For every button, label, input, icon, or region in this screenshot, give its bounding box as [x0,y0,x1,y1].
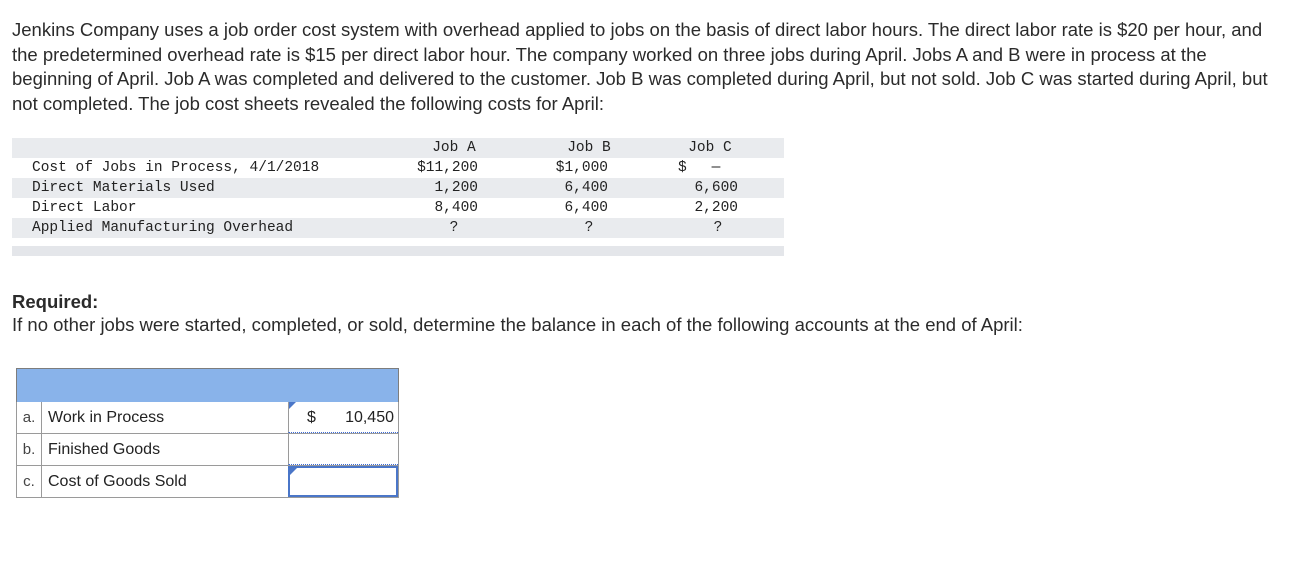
account-label: Work in Process [48,409,165,426]
account-label: Finished Goods [48,441,161,458]
dollar-sign: $ [307,409,316,426]
cell-job-b: $1,000 [555,160,608,176]
work-in-process-input[interactable] [288,402,398,433]
finished-goods-input[interactable] [288,434,398,465]
row-label: Direct Labor [32,200,137,216]
header-job-a: Job A [432,140,476,156]
row-letter: a. [17,402,42,433]
answer-row-cost-of-goods-sold [16,466,399,498]
cell-job-a: 8,400 [434,200,478,216]
cell-job-a: 1,200 [434,180,478,196]
row-letter: b. [17,434,42,465]
answer-table [16,368,400,500]
cell-flag-icon [290,468,297,475]
cell-job-c: 6,600 [694,180,738,196]
cell-flag-icon [289,402,296,409]
row-label: Cost of Jobs in Process, 4/1/2018 [32,160,320,176]
cell-job-b: 6,400 [564,200,608,216]
cost-of-goods-sold-input[interactable] [288,466,398,497]
answer-row-finished-goods [16,434,399,466]
cell-job-c-dollar: $ [678,160,687,176]
answer-table-header [16,368,399,403]
cell-job-c: ? [713,220,723,236]
cell-job-a: $11,200 [417,160,478,176]
cell-job-c: — [711,160,721,176]
table-bottom-bar [12,246,784,256]
required-heading: Required: [12,291,99,312]
row-label: Applied Manufacturing Overhead [32,220,294,236]
work-in-process-value: 10,450 [345,409,394,426]
answer-row-work-in-process [16,402,399,434]
job-cost-table [12,138,784,256]
row-letter: c. [17,466,42,497]
cell-job-a: ? [449,220,459,236]
problem-statement: Jenkins Company uses a job order cost system with overhead applied to jobs on the basis of direct labor hours. The direct labor rate is $20 per hour, and the predetermined overhead rate is $15 per direct labor hour. The company worked on three jobs during April. Jobs A and B were in process at the beginning of April. Job A was completed and delivered to the customer. Job B was completed during April, but not sold. Job C was started during April, but not completed. The job cost sheets revealed the following costs for April: [12,19,1268,114]
row-label: Direct Materials Used [32,180,215,196]
cell-job-b: 6,400 [564,180,608,196]
cell-job-c: 2,200 [694,200,738,216]
cell-job-b: ? [584,220,594,236]
required-instructions: If no other jobs were started, completed, or sold, determine the balance in each of the following accounts at the end of April: [12,314,1023,335]
header-job-b: Job B [567,140,611,156]
header-job-c: Job C [688,140,732,156]
account-label: Cost of Goods Sold [48,473,187,490]
